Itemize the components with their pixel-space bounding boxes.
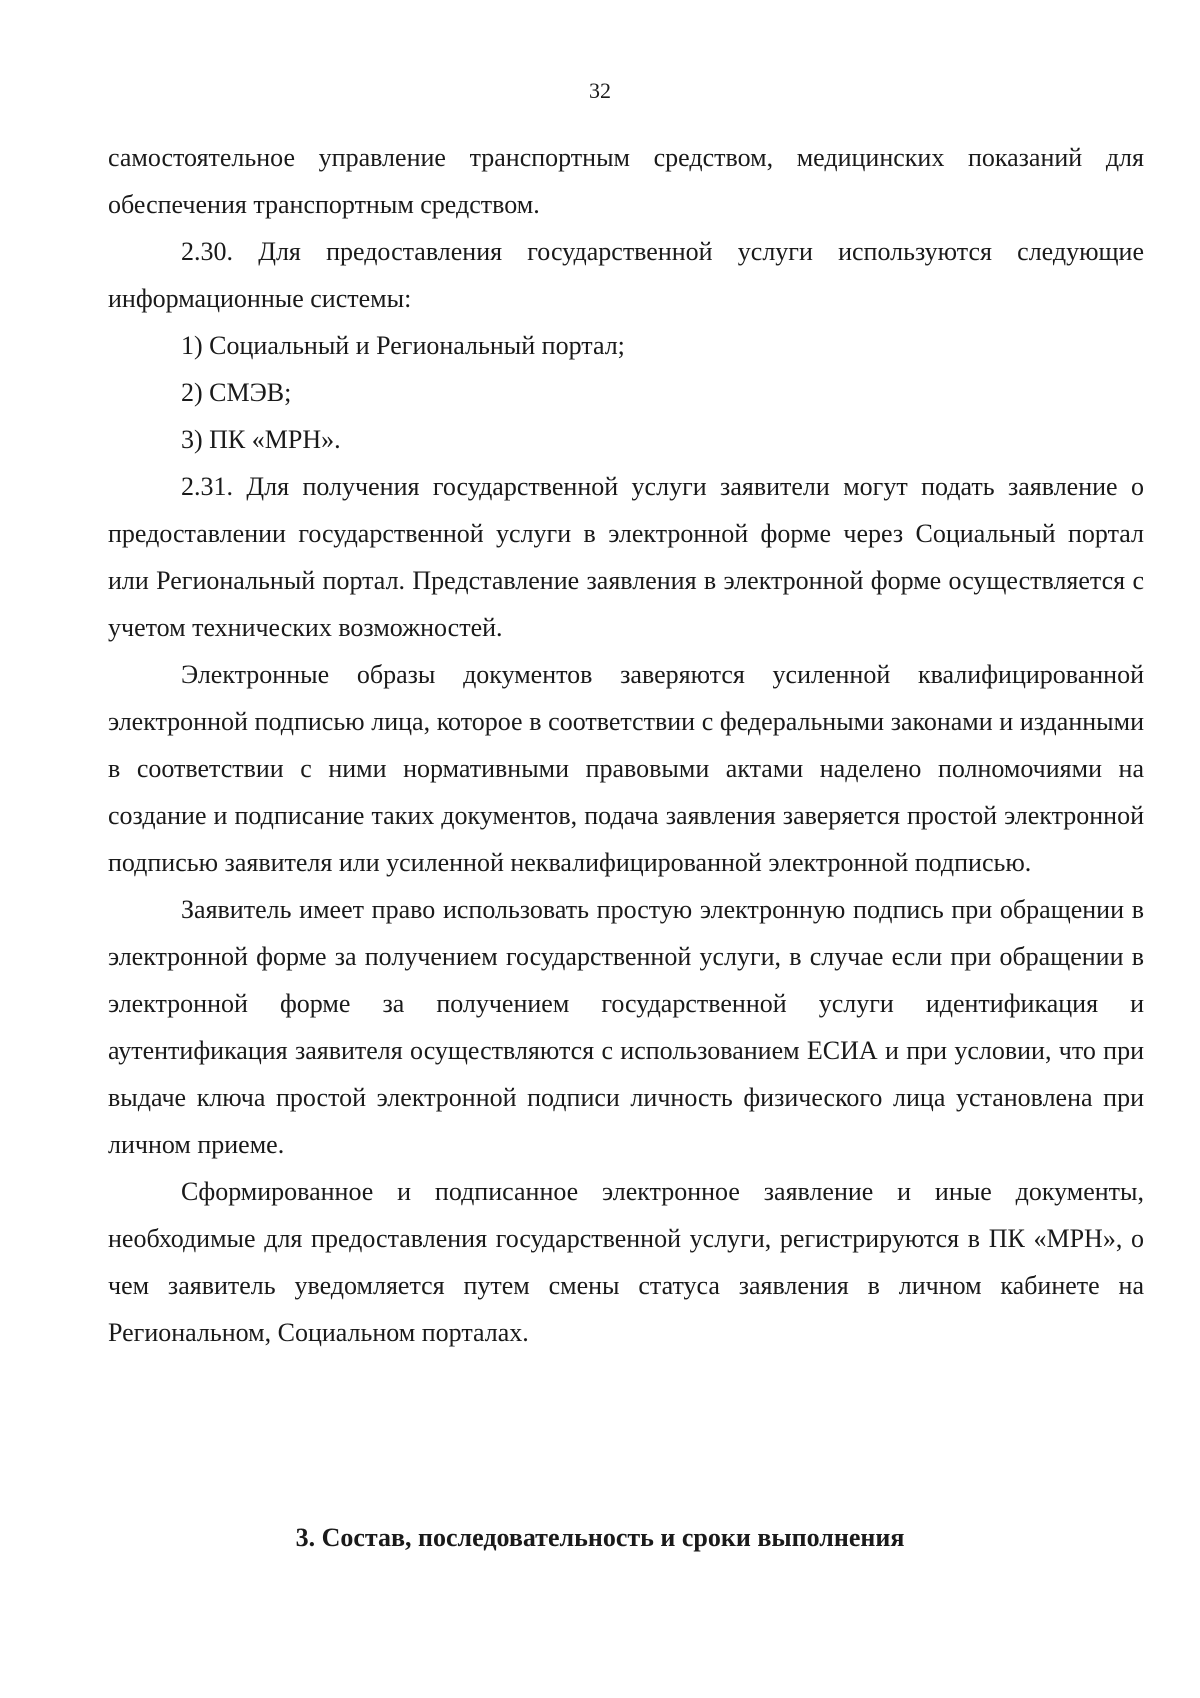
list-item-1: 1) Социальный и Региональный портал; (181, 331, 625, 360)
page-number: 32 (589, 78, 611, 103)
paragraph-simple-signature: Заявитель имеет право использовать простую электронную подпись при обращении в электронной форме за получением государственной услуги, в случае если при обращении в электронной форме за получением государственной услуги идентификация и аутентификация заявителя осуществляются с использованием ЕСИА и при условии, что при выдаче ключа простой электронной подписи личность физического лица установлена при личном приеме. (108, 895, 1144, 1159)
paragraph-2-31: 2.31. Для получения государственной услуги заявители могут подать заявление о предоставлении государственной услуги в электронной форме через Социальный портал или Региональный портал. Представление заявления в электронной форме осуществляется с учетом технических возможностей. (108, 472, 1144, 642)
section-heading: 3. Состав, последовательность и сроки выполнения (295, 1523, 905, 1552)
document-body (108, 134, 1144, 1356)
list-item-2: 2) СМЭВ; (181, 378, 292, 407)
paragraph-registration: Сформированное и подписанное электронное заявление и иные документы, необходимые для предоставления государственной услуги, регистрируются в ПК «МРН», о чем заявитель уведомляется путем смены статуса заявления в личном кабинете на Региональном, Социальном порталах. (108, 1177, 1144, 1347)
list-item-3: 3) ПК «МРН». (181, 425, 341, 454)
paragraph-2-30: 2.30. Для предоставления государственной услуги используются следующие информационные системы: (108, 237, 1144, 313)
paragraph-electronic-images: Электронные образы документов заверяются усиленной квалифицированной электронной подписью лица, которое в соответствии с федеральными законами и изданными в соответствии с ними нормативными правовыми актами наделено полномочиями на создание и подписание таких документов, подача заявления заверяется простой электронной подписью заявителя или усиленной неквалифицированной электронной подписью. (108, 660, 1144, 877)
paragraph-continuation: самостоятельное управление транспортным средством, медицинских показаний для обеспечения транспортным средством. (108, 143, 1144, 219)
